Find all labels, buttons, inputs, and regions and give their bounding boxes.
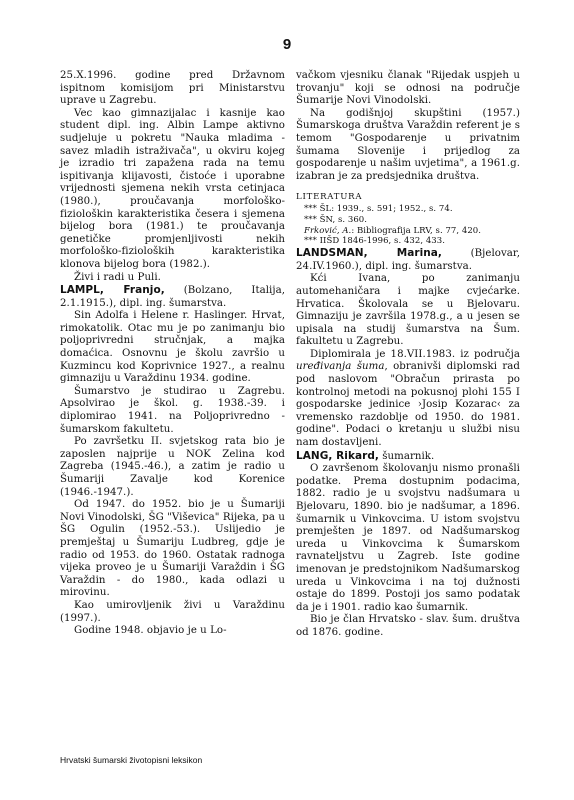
entry-head: (Bolzano, Italija, 2.1.1915.), dipl. ing. šumarstva.	[60, 285, 285, 309]
paragraph: Živi i radi u Puli.	[74, 271, 161, 283]
right-column	[296, 70, 520, 640]
paragraph: Vec kao gimnazijalac i kasnije kao student dipl. ing. Albin Lampe aktivno sudjeluje u pokretu "Nauka mladima - savez mladih istraživača", u okviru kojeg je izradio tri zapažena rada na temu ispitivanja klijavosti, čistoće i uporabne vrijednosti sjemena nekih vrsta cetinjaca (1980.), proučavanja morfološko-fiziološkin karakteristika česera i sjemena bijelog bora (1981.) te proučavanja genetičke promjenljivosti nekih morfološko-fizioloških karakteristika klonova bijelog bora (1982.).	[60, 107, 285, 270]
left-column	[60, 70, 285, 638]
literature-title: LITERATURA	[296, 192, 363, 203]
entry-heading-landsman	[296, 247, 520, 273]
literature-author: Frković, A.	[304, 225, 352, 236]
paragraph: O završenom školovanju nismo pronašli podatke. Prema dostupnim podacima, 1882. radio je u svojstvu nadšumara u Bjelovaru, 1890. bio je nadšumar, a 1896. šumarnik u Vinkovcima. U istom svojstvu premješten je 1897. od Nadšumarskog ureda u Vinkovcima k Šumarskom ravnateljstvu u Zagreb. Iste godine imenovan je predstojnikom Nadšumarskog ureda u Vinkovcima i na toj dužnosti ostaje do 1899. Postoji jos samo podatak da je i 1901. radio kao šumarnik.	[296, 463, 520, 613]
paragraph: Sin Adolfa i Helene r. Haslinger. Hrvat, rimokatolik. Otac mu je po zanimanju bio poljoprivredni stručnjak, a majka domaćica. Osnovnu je školu završio u Kuzmincu kod Koprivnice 1927., a realnu gimnaziju u Varaždinu 1934. godine.	[60, 310, 285, 385]
italic-text: uređivanja šuma	[296, 361, 385, 373]
paragraph: Od 1947. do 1952. bio je u Šumariji Novi Vinodolski, ŠG "Viševica" Rijeka, pa u ŠG Ogulin (1952.-53.). Uslijedio je premještaj u Šumariju Ludbreg, gdje je radio od 1953. do 1960. Ostatak radnoga vijeka proveo je u Šumariji Varaždin i ŠG Varaždin - do 1980., kada odlazi u mirovinu.	[60, 499, 285, 599]
entry-name: LANDSMAN, Marina,	[296, 247, 442, 260]
entry-heading-lampl	[60, 284, 285, 310]
literature-item: *** ŠN, s. 360.	[304, 214, 368, 225]
text-run: , obranivši diplomski rad pod naslovom "Obračun prirasta po kontrolnoj metodi na pokusnoj plohi 155 I gospodarske jedinice ›Josip Kozarac‹ za vremensko razdoblje od 1950. do 1981. godine". Podaci o kretanju u službi nisu nam dostavljeni.	[296, 361, 521, 449]
paragraph: Na godišnjoj skupštini (1957.) Šumarskoga društva Varaždin referent je s temom "Gospodarenje u privatnim šumama Slovenije i prijedlog za gospodarenje u našim uvjetima", a 1961.g. izabran je za predsjednika društva.	[296, 107, 520, 182]
paragraph: Šumarstvo je studirao u Zagrebu. Apsolvirao je škol. g. 1938.-39. i diplomirao 1941. na Poljoprivredno - šumarskom fakultetu.	[60, 385, 285, 435]
literature-item: *** ŠL: 1939., s. 591; 1952., s. 74.	[304, 203, 453, 214]
entry-head: (Bjelovar, 24.IV.1960.), dipl. ing. šumarstva.	[296, 248, 520, 272]
literature-item: *** IIŠD 1846-1996, s. 432, 433.	[304, 236, 445, 247]
paragraph	[296, 349, 520, 450]
entry-head: šumarnik.	[378, 450, 435, 462]
paragraph: vačkom vjesniku članak "Rijedak uspjeh u trovanju" koji se odnosi na područje Šumarije Novi Vinodolski.	[296, 70, 520, 107]
paragraph: Kći Ivana, po zanimanju automehaničara i majke cvjećarke. Hrvatica. Školovala se u Bjelovaru. Gimnaziju je završila 1978.g., a u jesen se upisala na studij šumarstva na Šum. fakultetu u Zagrebu.	[296, 273, 520, 348]
paragraph: Godine 1948. objavio je u Lo-	[74, 625, 227, 637]
paragraph: Po završetku II. svjetskog rata bio je zaposlen najprije u NOK Zelina kod Zagreba (1945.-46.), a zatim je radio u Šumariji Zavalje kod Korenice (1946.-1947.).	[60, 436, 285, 498]
footer-title: Hrvatski šumarski životopisni leksikon	[60, 755, 203, 765]
text-run: Diplomirala je 18.VII.1983. iz područja	[310, 348, 520, 360]
paragraph: Bio je član Hrvatsko - slav. šum. društva od 1876. godine.	[296, 614, 520, 638]
entry-name: LANG, Rikard,	[296, 449, 379, 462]
page-number: 9	[282, 36, 292, 53]
literature-item: Frković, A.: Bibliografija LRV, s. 77, 420.	[304, 225, 481, 236]
entry-heading-lang	[296, 450, 520, 464]
paragraph: 25.X.1996. godine pred Državnom ispitnom komisijom pri Ministarstvu uprave u Zagrebu.	[60, 70, 285, 107]
entry-name: LAMPL, Franjo,	[60, 284, 165, 297]
paragraph: Kao umirovljenik živi u Varaždinu (1997.).	[60, 599, 285, 624]
